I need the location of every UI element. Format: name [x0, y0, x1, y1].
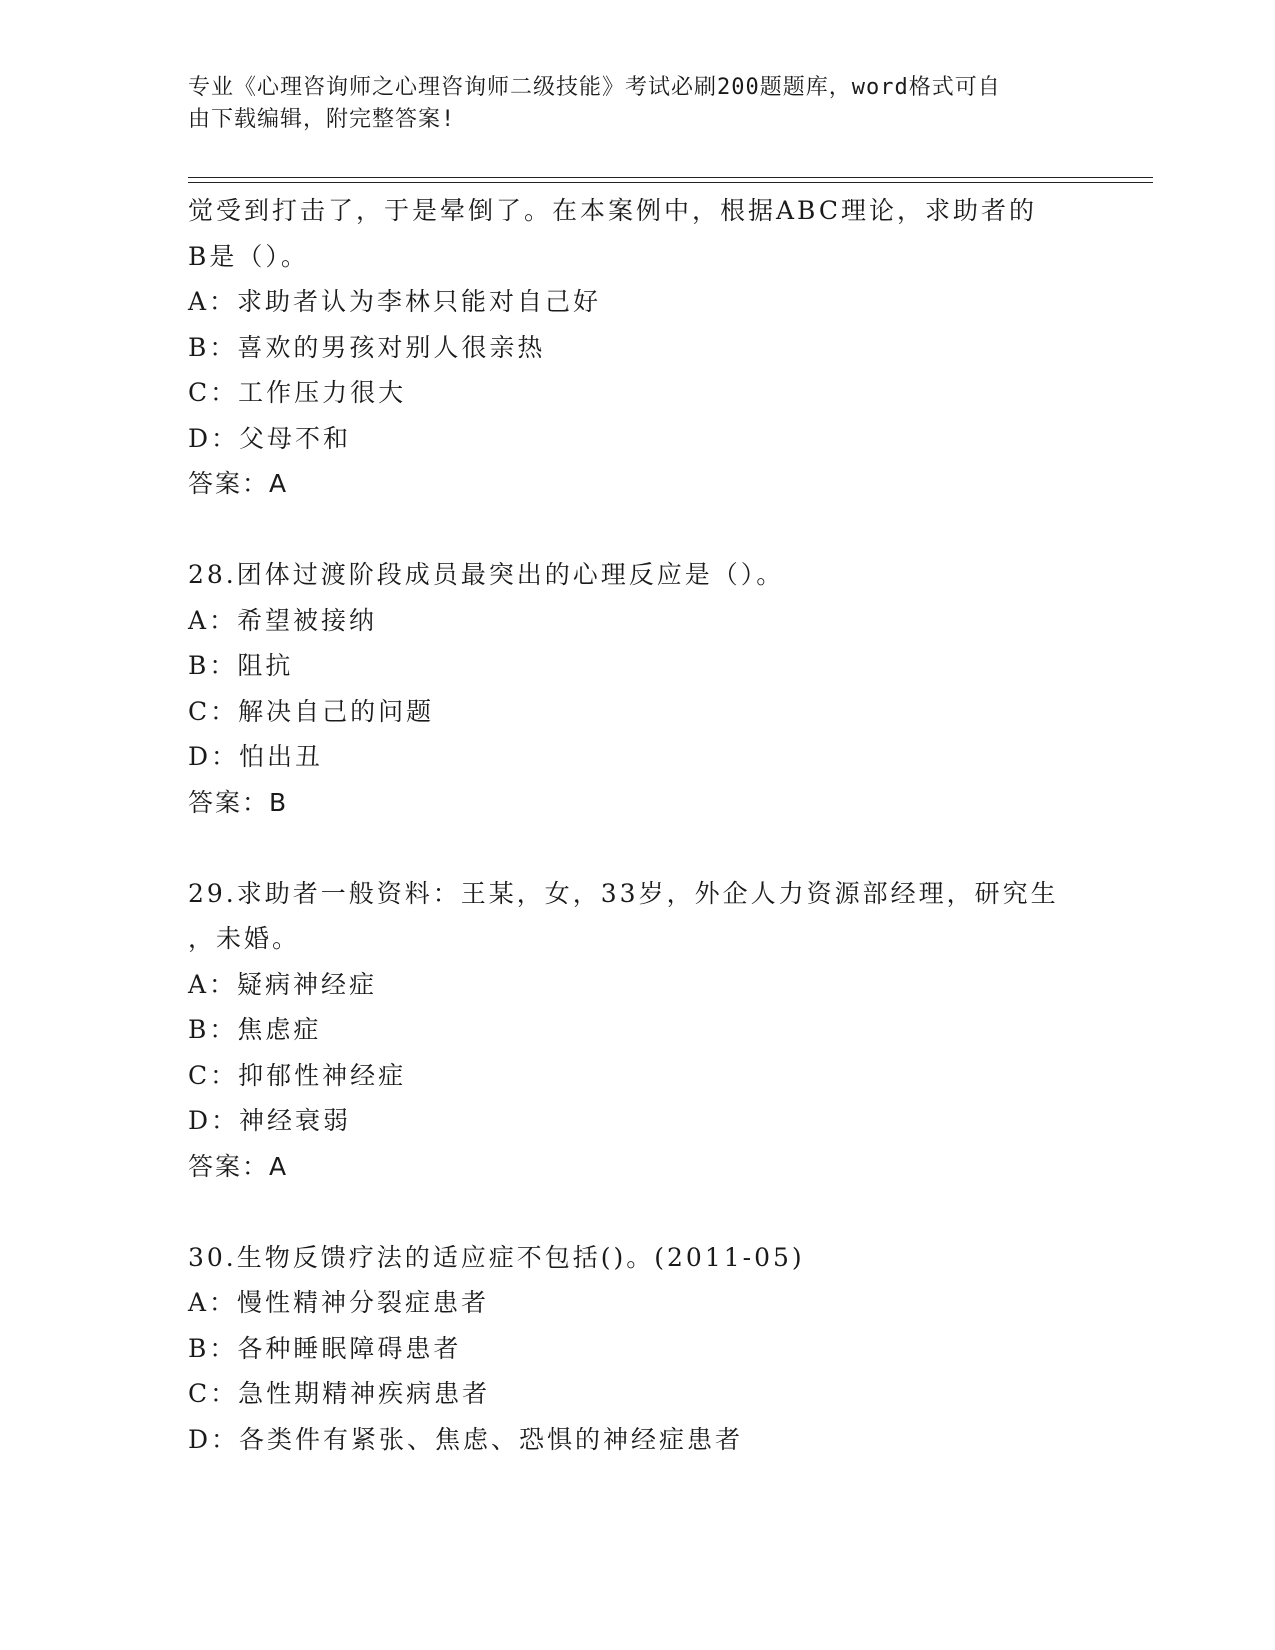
option-d: D：父母不和 — [188, 423, 352, 453]
option-a: A：疑病神经症 — [188, 969, 378, 999]
option-b: B：各种睡眠障碍患者 — [188, 1333, 462, 1363]
spacer — [188, 507, 1088, 553]
option-b: B：喜欢的男孩对别人很亲热 — [188, 332, 546, 362]
spacer — [188, 825, 1088, 871]
header-title-line-2: 由下载编辑，附完整答案! — [188, 107, 456, 132]
question-stem: 29.求助者一般资料：王某，女，33岁，外企人力资源部经理，研究生 — [188, 878, 1059, 908]
header-title-line-1: 专业《心理咨询师之心理咨询师二级技能》考试必刷200题题库，word格式可自 — [188, 75, 1001, 100]
answer-label: 答案：B — [188, 787, 289, 817]
header-divider-bottom — [188, 182, 1153, 183]
question-27 — [188, 188, 1088, 507]
option-a: A：希望被接纳 — [188, 605, 378, 635]
question-stem: 30.生物反馈疗法的适应症不包括()。(2011-05) — [188, 1242, 805, 1272]
question-30 — [188, 1235, 1088, 1463]
question-list — [188, 188, 1088, 1462]
question-28 — [188, 552, 1088, 825]
option-a: A：求助者认为李林只能对自己好 — [188, 287, 602, 316]
option-c: C：抑郁性神经症 — [188, 1060, 407, 1090]
option-c: C：急性期精神疾病患者 — [188, 1379, 491, 1408]
option-c: C：工作压力很大 — [188, 378, 407, 407]
question-stem: ，未婚。 — [188, 924, 301, 953]
option-b: B：阻抗 — [188, 651, 294, 680]
option-b: B：焦虑症 — [188, 1015, 322, 1044]
option-d: D：神经衰弱 — [188, 1106, 352, 1135]
answer-label: 答案：A — [188, 1151, 289, 1181]
answer-label: 答案：A — [188, 469, 289, 498]
option-c: C：解决自己的问题 — [188, 696, 435, 726]
page-header — [188, 72, 1068, 136]
question-stem: B是（）。 — [188, 241, 309, 271]
option-a: A：慢性精神分裂症患者 — [188, 1288, 490, 1317]
question-stem: 28.团体过渡阶段成员最突出的心理反应是（）。 — [188, 560, 785, 589]
option-d: D：各类件有紧张、焦虑、恐惧的神经症患者 — [188, 1424, 744, 1454]
spacer — [188, 1189, 1088, 1235]
question-stem: 觉受到打击了，于是晕倒了。在本案例中，根据ABC理论，求助者的 — [188, 196, 1038, 225]
header-divider-top — [188, 177, 1153, 178]
option-d: D：怕出丑 — [188, 742, 324, 771]
question-29 — [188, 871, 1088, 1190]
